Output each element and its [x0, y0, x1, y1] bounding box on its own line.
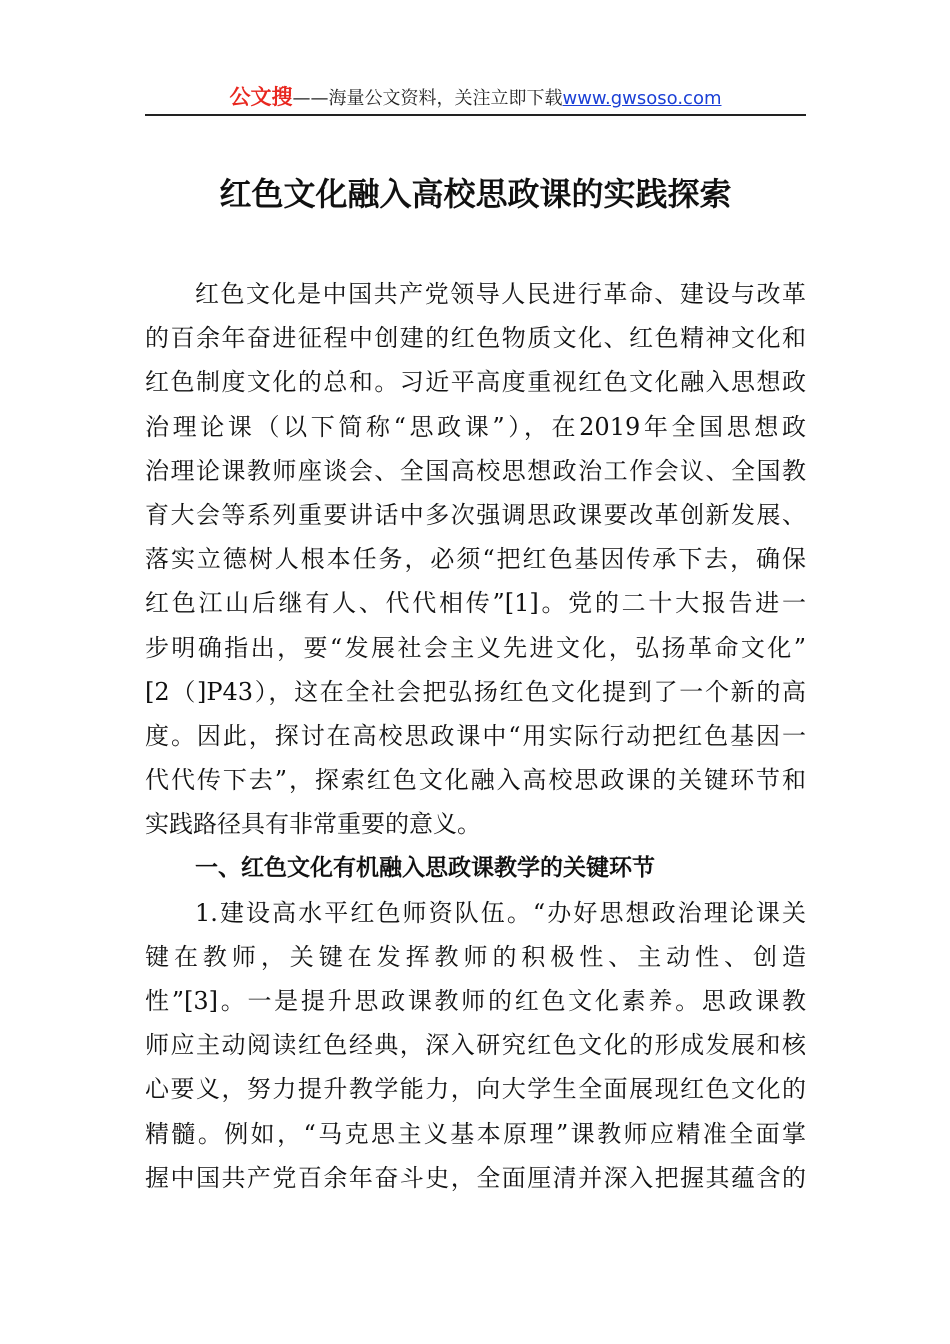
paragraph-2-line: 键在教师，关键在发挥教师的积极性、主动性、创造	[145, 942, 806, 971]
paragraph-1-line: 治理论课教师座谈会、全国高校思想政治工作会议、全国教	[145, 456, 806, 485]
paragraph-2-line: 1.建设高水平红色师资队伍。“办好思想政治理论课关	[195, 898, 806, 927]
paragraph-1-line: [2（]P43），这在全社会把弘扬红色文化提到了一个新的高	[145, 677, 806, 706]
brand-name: 公文搜	[229, 85, 293, 109]
paragraph-1-line: 红色制度文化的总和。习近平高度重视红色文化融入思想政	[145, 368, 806, 397]
paragraph-1-line: 红色江山后继有人、代代相传”[1]。党的二十大报告进一	[145, 589, 806, 618]
header-divider	[145, 114, 806, 116]
paragraph-1-line: 的百余年奋进征程中创建的红色物质文化、红色精神文化和	[145, 324, 806, 353]
paragraph-2-line: 师应主动阅读红色经典，深入研究红色文化的形成发展和核	[145, 1031, 806, 1060]
paragraph-1-line: 红色文化是中国共产党领导人民进行革命、建设与改革	[195, 280, 806, 308]
paragraph-2-line: 握中国共产党百余年奋斗史，全面厘清并深入把握其蕴含的	[145, 1163, 806, 1192]
paragraph-1-line: 度。因此，探讨在高校思政课中“用实际行动把红色基因一	[145, 721, 806, 750]
paragraph-1-line: 落实立德树人根本任务，必须“把红色基因传承下去，确保	[145, 545, 806, 574]
paragraph-1-line: 代代传下去”，探索红色文化融入高校思政课的关键环节和	[145, 766, 806, 795]
section-heading: 一、红色文化有机融入思政课教学的关键环节	[195, 855, 655, 882]
paragraph-1-line: 步明确指出，要“发展社会主义先进文化，弘扬革命文化”	[145, 633, 806, 662]
paragraph-2-line: 精髓。例如，“马克思主义基本原理”课教师应精准全面掌	[145, 1119, 806, 1148]
paragraph-2-line: 心要义，努力提升教学能力，向大学生全面展现红色文化的	[145, 1075, 806, 1104]
header-slogan: ——海量公文资料，关注立即下载	[292, 88, 563, 109]
document-title: 红色文化融入高校思政课的实践探索	[219, 175, 732, 213]
paragraph-1-line: 治理论课（以下简称“思政课”），在2019年全国思想政	[145, 412, 806, 441]
paragraph-1-line: 育大会等系列重要讲话中多次强调思政课要改革创新发展、	[145, 500, 806, 529]
paragraph-1-line: 实践路径具有非常重要的意义。	[145, 810, 481, 839]
page-header	[145, 82, 806, 114]
document-body	[145, 272, 806, 1200]
paragraph-2-line: 性”[3]。一是提升思政课教师的红色文化素养。思政课教	[145, 987, 806, 1015]
website-link[interactable]: www.gwsoso.com	[562, 88, 722, 109]
